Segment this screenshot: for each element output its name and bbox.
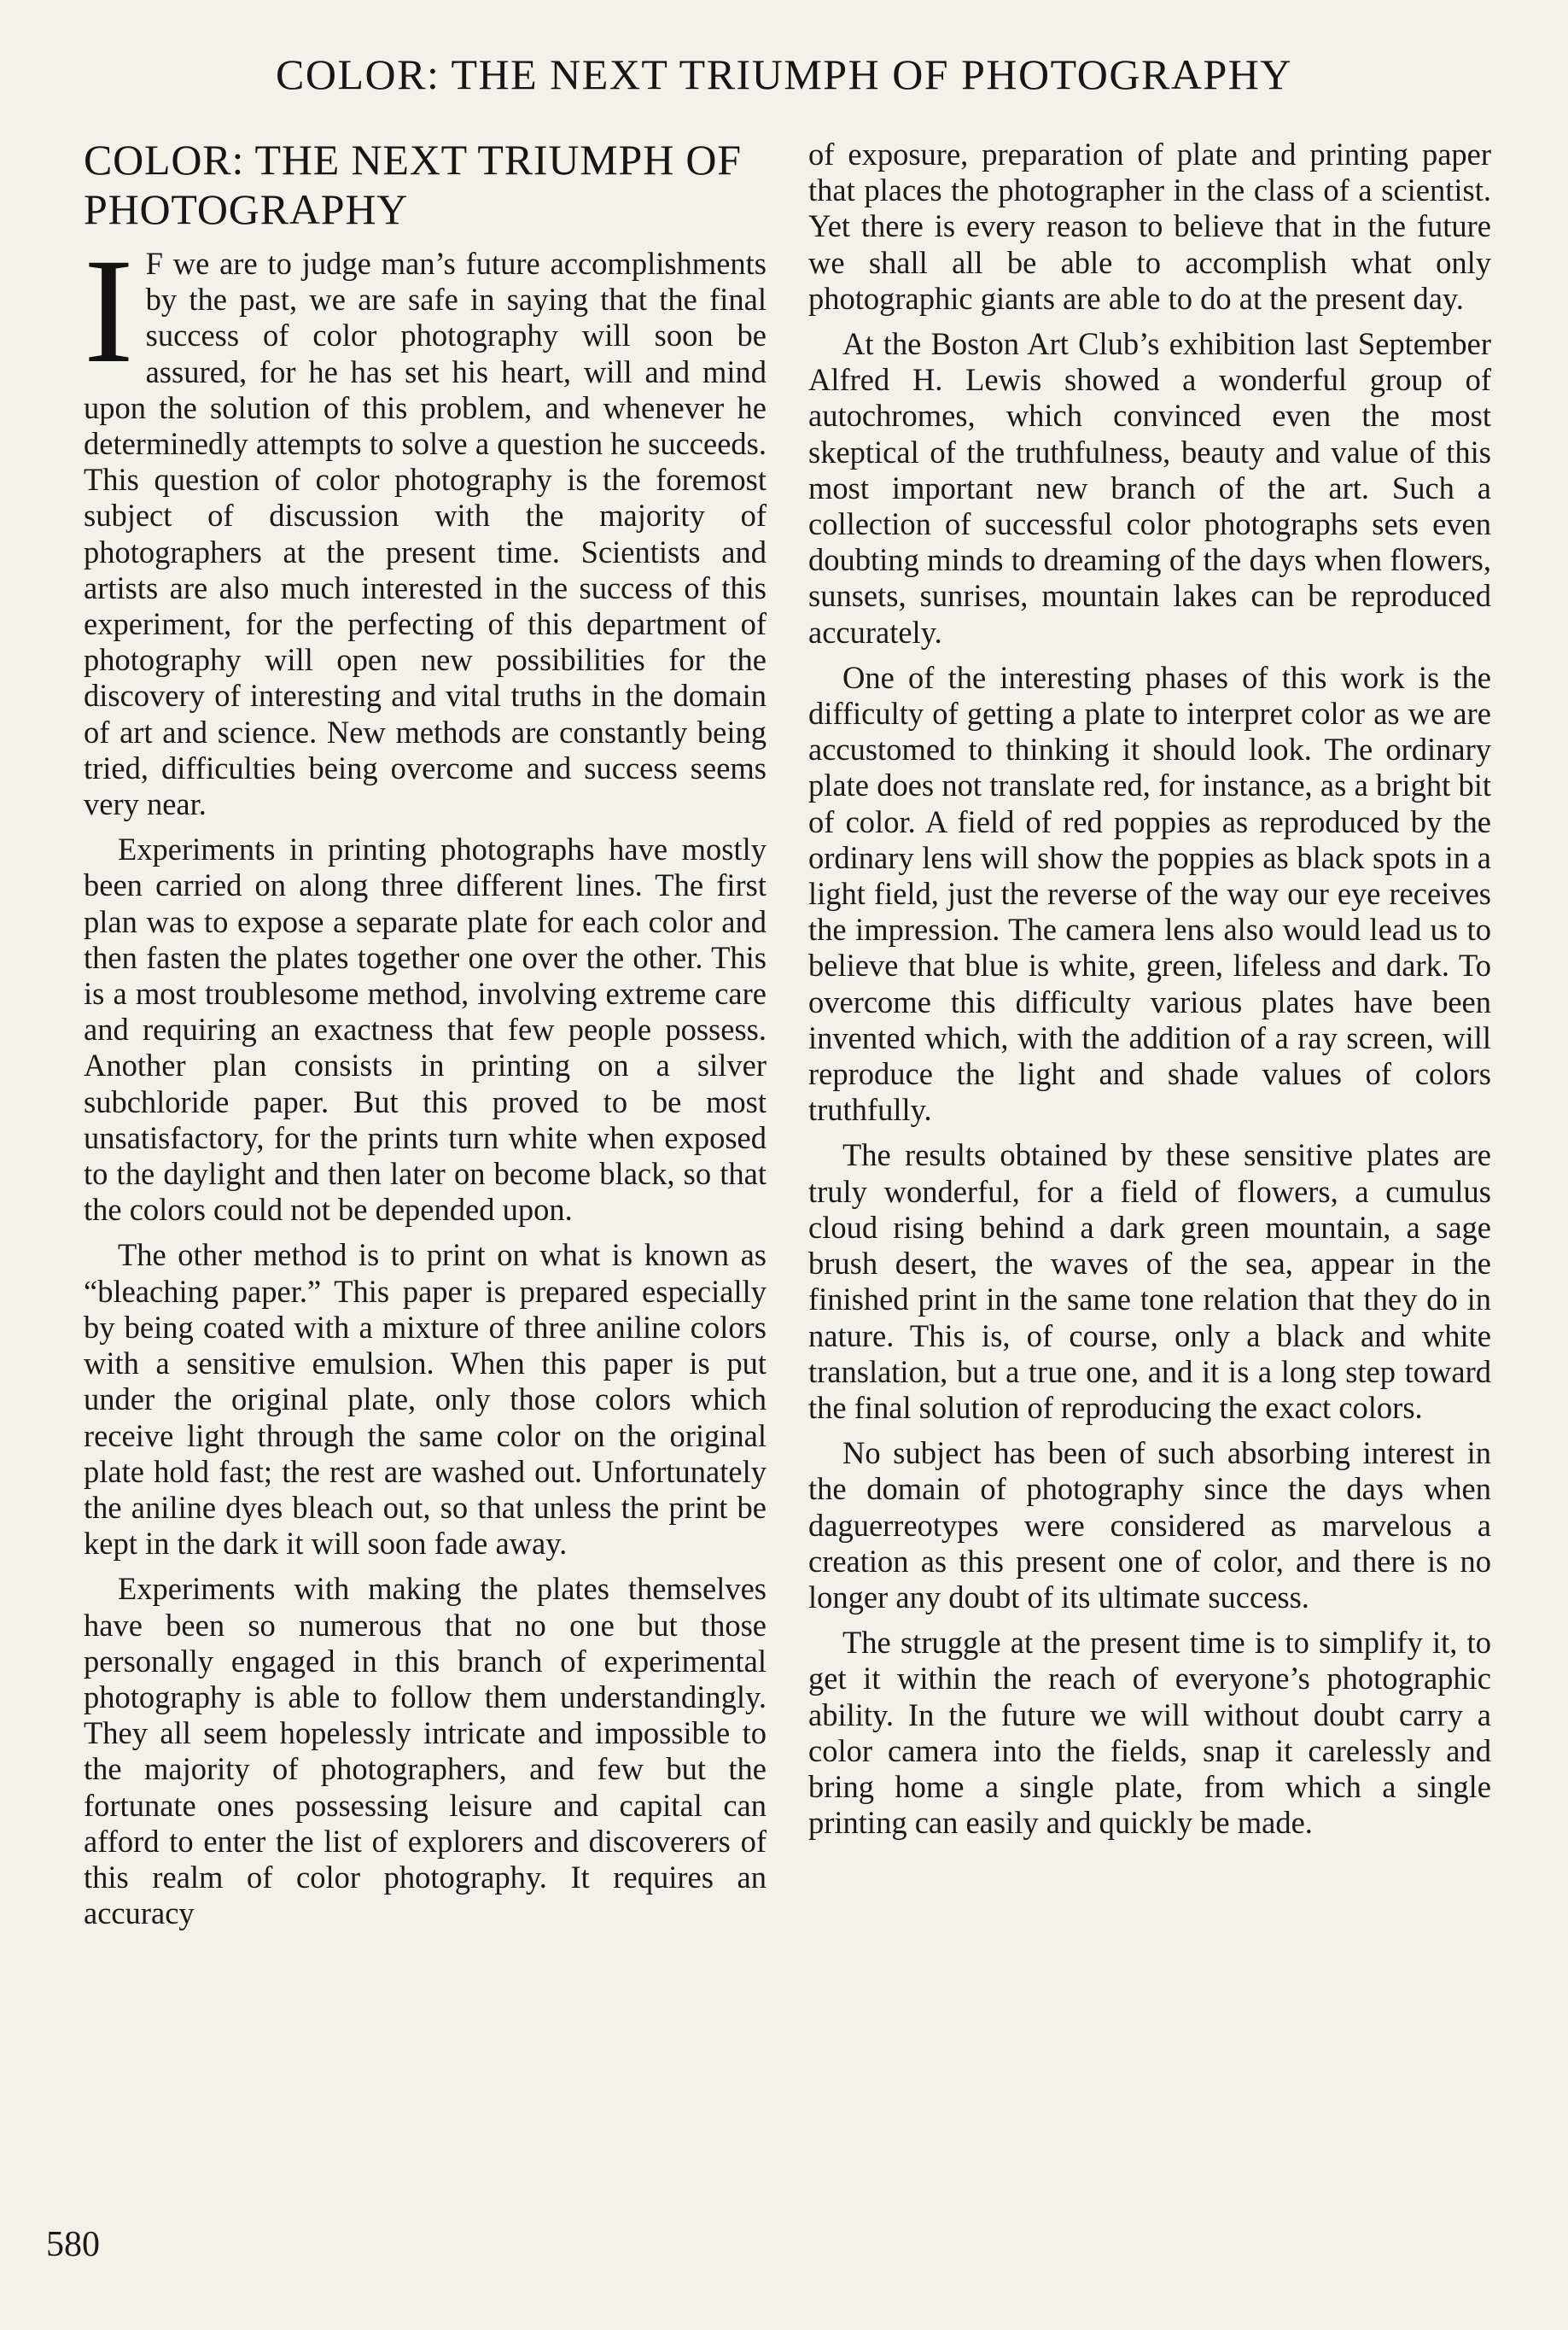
paragraph-1 bbox=[84, 228, 767, 822]
paragraph-2: Experiments in printing photographs have mostly been carried on along three different lines. The first plan was to expose a separate plate for each color and then fasten the plates together one over the other. This is a most troublesome method, involving extreme care and requiring an exactness that few people possess. Another plan consists in printing on a silver subchloride paper. But this proved to be most unsatisfactory, for the prints turn white when exposed to the daylight and then later on become black, so that the colors could not be depended upon. bbox=[84, 832, 767, 1228]
paragraph-3: The other method is to print on what is known as “bleaching paper.” This paper is prepared especially by being coated with a mixture of three aniline colors with a sensitive emulsion. When this paper is put under the original plate, only those colors which receive light through the same color on the original plate hold fast; the rest are washed out. Unfortunately the aniline dyes bleach out, so that unless the print be kept in the dark it will soon fade away. bbox=[84, 1237, 767, 1562]
article-title: COLOR: THE NEXT TRIUMPH OF PHOTOGRAPHY bbox=[84, 136, 742, 233]
paragraph-6: One of the interesting phases of this work is the difficulty of getting a plate to interpret color as we are accustomed to thinking it should look. The ordinary plate does not translate red, for instance, as a bright bit of color. A field of red poppies as reproduced by the ordinary lens will show the poppies as black spots in a light field, just the reverse of the way our eye receives the impression. The camera lens also would lead us to believe that blue is white, green, lifeless and dark. To overcome this difficulty various plates have been invented which, with the addition of a ray screen, will reproduce the light and shade values of colors truthfully. bbox=[808, 659, 1491, 1128]
paragraph-4: Experiments with making the plates themselves have been so numerous that no one but those personally engaged in this branch of experimental photography is able to follow them understandingly. They all seem hopelessly intricate and impossible to the majority of photographers, and few but the fortunate ones possessing leisure and capital can afford to enter the list of explorers and discoverers of this realm of color photography. It requires an accuracy bbox=[84, 1571, 767, 1931]
paragraph-8: No subject has been of such absorbing interest in the domain of photography since the days when daguerreotypes were considered as marvelous a creation as this present one of color, and there is no longer any doubt of its ultimate success. bbox=[808, 1435, 1491, 1615]
page-number: 580 bbox=[46, 2225, 100, 2264]
left-column bbox=[84, 135, 767, 1941]
paragraph-9: The struggle at the present time is to simplify it, to get it within the reach of everyone’s photographic ability. In the future we will without doubt carry a color camera into the fields, snap it carelessly and bring home a single plate, from which a single printing can easily and quickly be made. bbox=[808, 1625, 1491, 1841]
paragraph-5: At the Boston Art Club’s exhibition last September Alfred H. Lewis showed a wonderful group of autochromes, which convinced even the most skeptical of the truthfulness, beauty and value of this most important new branch of the art. Such a collection of successful color photographs sets even doubting minds to dreaming of the days when flowers, sunsets, sunrises, mountain lakes can be reproduced accurately. bbox=[808, 326, 1491, 650]
paragraph-1-text: F we are to judge man’s future accomplishments by the past, we are safe in saying that the final success of color photography will soon be assured, for he has set his heart, will and mind upon the solution of this problem, and whenever he determinedly attempts to solve a question he succeeds. This question of color photography is the foremost subject of discussion with the majority of photographers at the present time. Scientists and artists are also much interested in the success of this experiment, for the perfecting of this department of photography will open new possibilities for the discovery of interesting and vital truths in the domain of art and science. New methods are constantly being tried, difficulties being overcome and success seems very near. bbox=[84, 246, 767, 822]
drop-cap: I bbox=[84, 228, 134, 394]
right-column bbox=[808, 137, 1491, 1850]
paragraph-4-continued: of exposure, preparation of plate and printing paper that places the photographer in the class of a scientist. Yet there is every reason to believe that in the future we shall all be able to accomplish what only photographic giants are able to do at the present day. bbox=[808, 137, 1491, 316]
running-head: COLOR: THE NEXT TRIUMPH OF PHOTOGRAPHY bbox=[276, 50, 1292, 98]
paragraph-7: The results obtained by these sensitive plates are truly wonderful, for a field of flowers, a cumulus cloud rising behind a dark green mountain, a sage brush desert, the waves of the sea, appear in the finished print in the same tone relation that they do in nature. This is, of course, only a black and white translation, but a true one, and it is a long step toward the final solution of reproducing the exact colors. bbox=[808, 1137, 1491, 1425]
